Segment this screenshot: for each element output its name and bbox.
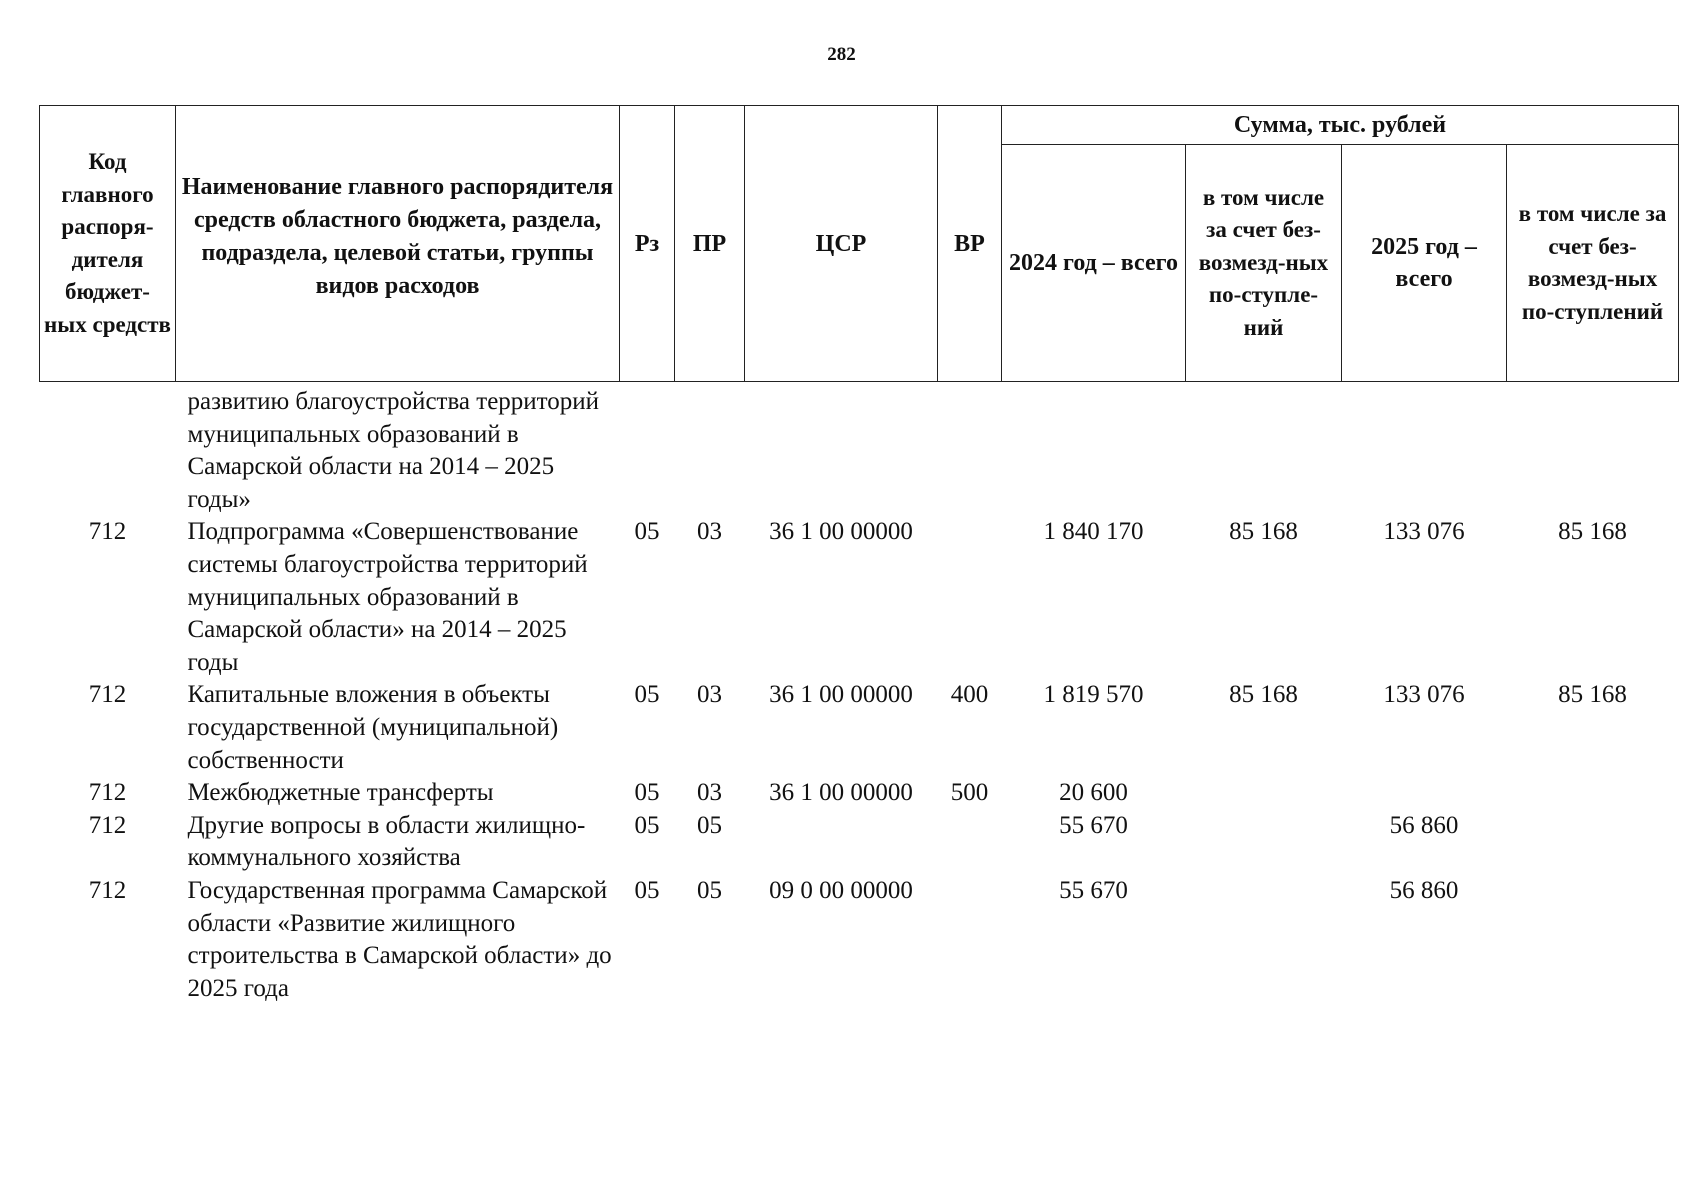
cell-csr: 36 1 00 00000 <box>769 779 913 807</box>
cell-name: Межбюджетные трансферты <box>187 779 494 807</box>
cell-code: 712 <box>88 681 127 709</box>
cell-2024-total: 55 670 <box>1059 876 1128 904</box>
cell-2025-free: 85 168 <box>1558 681 1627 709</box>
cell-pr <box>675 382 745 517</box>
cell-2024-free: 85 168 <box>1229 518 1298 546</box>
cell-2024-free: 85 168 <box>1229 681 1298 709</box>
cell-2025-free <box>1507 382 1679 517</box>
budget-table <box>39 105 1679 1005</box>
header-2024-free: в том числе за счет без-возмезд-ных по-ступле-ний <box>1186 145 1342 382</box>
cell-name: Государственная программа Самарской области «Развитие жилищного строительства в Самарской области» до 2025 года <box>187 876 612 1002</box>
cell-name: Подпрограмма «Совершенствование системы благоустройства территорий муниципальных образований в Самарской области» на 2014 – 2025 годы <box>187 518 588 676</box>
cell-2024-free <box>1186 777 1342 810</box>
cell-vr <box>938 810 1002 875</box>
cell-csr: 36 1 00 00000 <box>769 681 913 709</box>
cell-2024-free <box>1186 382 1342 517</box>
table-body <box>40 382 1679 1006</box>
table-row <box>40 777 1679 810</box>
header-vr: ВР <box>938 106 1002 382</box>
cell-pr: 03 <box>697 681 722 709</box>
cell-csr <box>745 810 938 875</box>
cell-vr: 400 <box>950 681 989 709</box>
table-row <box>40 875 1679 1005</box>
cell-2025-free: 85 168 <box>1558 518 1627 546</box>
cell-rz: 05 <box>634 811 660 839</box>
cell-code: 712 <box>88 779 127 807</box>
cell-pr: 05 <box>697 811 722 839</box>
cell-csr: 09 0 00 00000 <box>769 876 913 904</box>
cell-2024-free <box>1186 810 1342 875</box>
cell-rz: 05 <box>634 779 660 807</box>
table-header <box>40 106 1679 382</box>
cell-2024-total: 20 600 <box>1059 779 1128 807</box>
cell-2024-total: 55 670 <box>1059 811 1128 839</box>
cell-2025-total: 56 860 <box>1389 811 1459 839</box>
cell-2025-free <box>1507 810 1679 875</box>
cell-vr <box>938 516 1002 679</box>
cell-2025-total: 56 860 <box>1389 876 1459 904</box>
header-csr: ЦСР <box>745 106 938 382</box>
cell-pr: 03 <box>697 779 722 807</box>
cell-2025-total <box>1342 382 1507 517</box>
cell-name: развитию благоустройства территорий муниципальных образований в Самарской области на 2014 – 2025 годы» <box>187 388 600 513</box>
cell-code: 712 <box>88 518 127 546</box>
header-2025-free: в том числе за счет без-возмезд-ных по-ступлений <box>1507 145 1679 382</box>
cell-csr: 36 1 00 00000 <box>769 518 913 546</box>
header-rz: Рз <box>620 106 675 382</box>
cell-vr <box>938 382 1002 517</box>
header-sum: Сумма, тыс. рублей <box>1002 106 1679 145</box>
cell-2025-total: 133 076 <box>1383 681 1465 709</box>
cell-code: 712 <box>88 876 127 904</box>
table-row <box>40 516 1679 679</box>
cell-2024-free <box>1186 875 1342 1005</box>
cell-vr: 500 <box>950 779 989 807</box>
header-code: Код главного распоря-дителя бюджет-ных средств <box>40 106 176 382</box>
page-number: 282 <box>827 44 856 65</box>
header-name: Наименование главного распорядителя средств областного бюджета, раздела, подраздела, целевой статьи, группы видов расходов <box>176 106 620 382</box>
header-2025-total: 2025 год – всего <box>1342 145 1507 382</box>
cell-rz <box>620 382 675 517</box>
cell-name: Капитальные вложения в объекты государственной (муниципальной) собственности <box>187 681 559 774</box>
cell-rz: 05 <box>634 876 660 904</box>
cell-name: Другие вопросы в области жилищно-коммунального хозяйства <box>187 811 586 872</box>
cell-2025-free <box>1507 875 1679 1005</box>
cell-2025-total: 133 076 <box>1383 518 1465 546</box>
cell-pr: 03 <box>697 518 722 546</box>
cell-rz: 05 <box>634 518 660 546</box>
cell-2024-total: 1 840 170 <box>1043 518 1144 546</box>
table-row <box>40 382 1679 517</box>
cell-pr: 05 <box>697 876 722 904</box>
table-row <box>40 810 1679 875</box>
table-row <box>40 679 1679 777</box>
cell-code <box>40 382 176 517</box>
cell-csr <box>745 382 938 517</box>
header-2024-total: 2024 год – всего <box>1002 145 1186 382</box>
cell-vr <box>938 875 1002 1005</box>
cell-rz: 05 <box>634 681 660 709</box>
cell-2024-total <box>1002 382 1186 517</box>
cell-2025-total <box>1342 777 1507 810</box>
cell-2025-free <box>1507 777 1679 810</box>
header-pr: ПР <box>675 106 745 382</box>
cell-code: 712 <box>88 811 127 839</box>
cell-2024-total: 1 819 570 <box>1043 681 1144 709</box>
budget-table-container <box>39 105 1679 1005</box>
